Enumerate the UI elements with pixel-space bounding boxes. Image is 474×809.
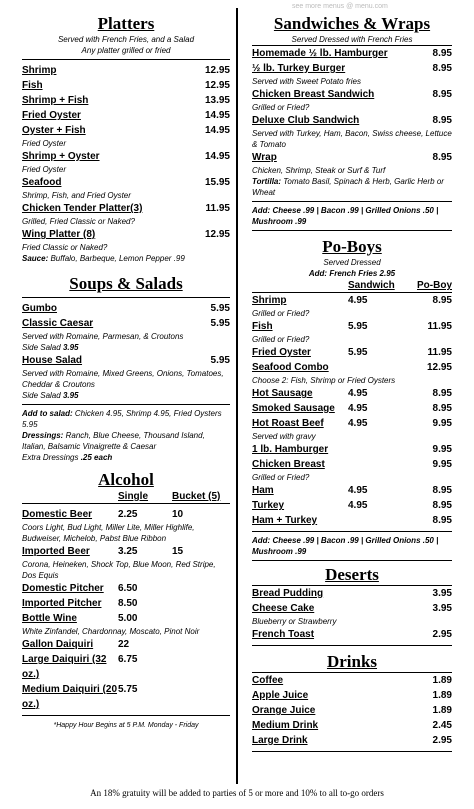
alcohol-item (22, 596, 230, 611)
single-price: 6.75 (118, 654, 138, 665)
item-name: Wrap (252, 152, 277, 163)
item-name: Gumbo (22, 303, 57, 314)
extra-price: .25 each (80, 453, 113, 462)
sandwich-price: 5.95 (348, 321, 368, 332)
single-price: 22 (118, 639, 130, 650)
alcohol-item (22, 581, 230, 596)
item-price: 12.95 (204, 65, 230, 76)
menu-item (22, 63, 230, 78)
bucket-price: 10 (172, 509, 184, 520)
single-price: 3.25 (118, 546, 138, 557)
item-name: Chicken Breast (252, 459, 325, 470)
poboy-price: 9.95 (432, 459, 452, 470)
sandwich-price: 4.95 (348, 500, 368, 511)
tortilla-text: Tomato Basil, Spinach & Herb, Garlic Herb or Wheat (252, 177, 444, 197)
menu-item (22, 149, 230, 164)
poboys-fries: Add: French Fries 2.95 (308, 269, 396, 278)
menu-item (252, 733, 452, 748)
sandwich-price: 5.95 (348, 347, 368, 358)
item-name: Seafood Combo (252, 362, 329, 373)
item-price: 1.89 (432, 690, 452, 701)
item-name: Smoked Sausage (252, 403, 335, 414)
item-description: Served with Sweet Potato fries (252, 77, 361, 86)
platters-subtitle: Served with French Fries, and a Salad (57, 35, 195, 44)
item-price: 2.95 (432, 735, 452, 746)
item-name: Seafood (22, 177, 62, 188)
tortilla-label: Tortilla: (252, 177, 282, 186)
add-label: Add to salad: (22, 409, 73, 418)
menu-item (252, 601, 452, 616)
item-description: Grilled or Fried? (252, 309, 310, 318)
item-name: Hot Roast Beef (252, 418, 324, 429)
menu-item (22, 227, 230, 242)
item-name: House Salad (22, 355, 83, 366)
item-name: Fried Oyster (22, 110, 81, 121)
item-name: Imported Pitcher (22, 598, 102, 609)
item-price: 5.95 (210, 355, 230, 366)
single-price: 2.25 (118, 509, 138, 520)
item-name: Wing Platter (8) (22, 229, 96, 240)
item-name: Shrimp (22, 65, 57, 76)
happy-hour-note: *Happy Hour Begins at 5 P.M. Monday - Friday (53, 722, 199, 729)
side-salad (22, 390, 230, 401)
side-price: 3.95 (62, 391, 79, 400)
menu-item (22, 316, 230, 331)
item-price: 2.95 (432, 629, 452, 640)
single-price: 5.75 (118, 684, 138, 695)
menu-item (252, 688, 452, 703)
watermark: see more menus @ menu.com (292, 3, 388, 10)
item-name: Cheese Cake (252, 603, 315, 614)
item-name: Medium Drink (252, 720, 319, 731)
menu-item (22, 123, 230, 138)
menu-item (22, 201, 230, 216)
item-name: Fish (22, 80, 43, 91)
poboy-price: 11.95 (427, 321, 452, 332)
item-name: Homemade ½ lb. Hamburger (252, 48, 388, 59)
menu-item (252, 46, 452, 61)
item-description: Corona, Heineken, Shock Top, Blue Moon, Red Stripe, Dos Equis (22, 560, 216, 580)
poboy-price: 8.95 (432, 485, 452, 496)
poboys-header (252, 279, 452, 292)
poboy-price: 8.95 (432, 515, 452, 526)
single-price: 8.50 (118, 598, 138, 609)
drinks-title: Drinks (326, 652, 378, 671)
item-description: Blueberry or Strawberry (252, 617, 337, 626)
item-name: Gallon Daiquiri (22, 639, 94, 650)
item-price: 14.95 (204, 110, 230, 121)
item-description: Served with Turkey, Ham, Bacon, Swiss cheese, Lettuce & Tomato (252, 129, 452, 149)
divider (22, 59, 230, 60)
item-description: Grilled or Fried? (252, 473, 310, 482)
poboy-price: 11.95 (427, 347, 452, 358)
item-price: 1.89 (432, 705, 452, 716)
sandwiches-title: Sandwiches & Wraps (273, 14, 431, 33)
platters-title: Platters (97, 14, 155, 33)
poboy-list (252, 293, 452, 528)
platters-subtitle-2: Any platter grilled or fried (81, 46, 171, 55)
divider (252, 645, 452, 646)
sauce-label: Sauce: (22, 254, 49, 263)
item-name: Chicken Tender Platter(3) (22, 203, 143, 214)
poboy-price: 8.95 (432, 388, 452, 399)
menu-item (22, 108, 230, 123)
divider (252, 751, 452, 752)
item-name: 1 lb. Hamburger (252, 444, 329, 455)
tortilla (252, 176, 452, 198)
item-name: Turkey (252, 500, 285, 511)
single-price: 5.00 (118, 613, 138, 624)
poboy-item (252, 401, 452, 416)
soups-list (22, 301, 230, 401)
sandwich-price: 4.95 (348, 403, 368, 414)
item-name: Hot Sausage (252, 388, 313, 399)
side-label: Side Salad (22, 343, 61, 352)
col-sandwich: Sandwich (348, 280, 395, 291)
item-name: Ham + Turkey (252, 515, 318, 526)
menu-item (252, 87, 452, 102)
dress-text: Ranch, Blue Cheese, Thousand Island, Italian, Balsamic Vinaigrette & Caesar (22, 431, 205, 451)
item-description: Fried Oyster (22, 139, 67, 148)
single-price: 6.50 (118, 583, 138, 594)
item-description: Served with Romaine, Parmesan, & Croutons (22, 332, 184, 341)
poboy-item (252, 457, 452, 472)
item-description: Grilled, Fried Classic or Naked? (22, 217, 135, 226)
menu-item (22, 78, 230, 93)
item-price: 8.95 (432, 115, 452, 126)
divider (252, 531, 452, 532)
divider (252, 230, 452, 231)
alcohol-list (22, 507, 230, 712)
alcohol-item (22, 652, 230, 682)
item-price: 13.95 (204, 95, 230, 106)
item-name: Bread Pudding (252, 588, 324, 599)
desert-list (252, 586, 452, 642)
sandwich-price: 4.95 (348, 295, 368, 306)
item-description: Served with Romaine, Mixed Greens, Onions, Tomatoes, Cheddar & Croutons (22, 369, 224, 389)
item-name: Large Daiquiri (32 oz.) (22, 654, 107, 680)
item-name: Classic Caesar (22, 318, 94, 329)
item-price: 11.95 (205, 203, 230, 214)
item-price: 8.95 (432, 48, 452, 59)
poboy-item (252, 293, 452, 308)
extra-dressings (22, 452, 230, 463)
alcohol-title: Alcohol (98, 470, 154, 489)
alcohol-item (22, 544, 230, 559)
divider (22, 404, 230, 405)
sauce-text: Buffalo, Barbeque, Lemon Pepper .99 (50, 254, 185, 263)
menu-item (252, 150, 452, 165)
poboy-price: 8.95 (432, 403, 452, 414)
bucket-price: 15 (172, 546, 184, 557)
divider (252, 560, 452, 561)
poboy-price: 8.95 (432, 500, 452, 511)
item-name: Medium Daiquiri (20 oz.) (22, 684, 118, 710)
dress-label: Dressings: (22, 431, 64, 440)
item-price: 12.95 (204, 80, 230, 91)
menu-item (22, 301, 230, 316)
item-name: Shrimp + Oyster (22, 151, 100, 162)
poboy-item (252, 442, 452, 457)
item-description: Served with gravy (252, 432, 316, 441)
poboy-price: 9.95 (432, 418, 452, 429)
item-name: Fried Oyster (252, 347, 311, 358)
poboy-item (252, 319, 452, 334)
item-price: 3.95 (432, 588, 452, 599)
poboys-subtitle: Served Dressed (323, 258, 381, 267)
item-name: Domestic Beer (22, 509, 93, 520)
divider (22, 715, 230, 716)
alcohol-header (22, 490, 230, 503)
extra-text: Extra Dressings (22, 453, 79, 462)
poboys-title: Po-Boys (322, 237, 382, 256)
sandwich-addons: Add: Cheese .99 | Bacon .99 | Grilled Onions .50 | Mushroom .99 (252, 206, 439, 226)
item-price: 2.45 (432, 720, 452, 731)
poboy-price: 12.95 (426, 362, 452, 373)
item-price: 8.95 (432, 89, 452, 100)
deserts-title: Deserts (325, 565, 379, 584)
item-description: White Zinfandel, Chardonnay, Moscato, Pinot Noir (22, 627, 200, 636)
item-description: Grilled or Fried? (252, 103, 310, 112)
item-name: Oyster + Fish (22, 125, 86, 136)
menu-item (252, 718, 452, 733)
dressings (22, 430, 230, 452)
poboy-item (252, 360, 452, 375)
item-price: 14.95 (204, 151, 230, 162)
item-description: Fried Classic or Naked? (22, 243, 108, 252)
item-price: 12.95 (204, 229, 230, 240)
divider (22, 503, 230, 504)
poboy-price: 8.95 (432, 295, 452, 306)
item-name: Coffee (252, 675, 284, 686)
sandwich-list (252, 46, 452, 176)
item-price: 8.95 (432, 63, 452, 74)
item-price: 3.95 (432, 603, 452, 614)
soups-title: Soups & Salads (69, 274, 183, 293)
item-name: ½ lb. Turkey Burger (252, 63, 346, 74)
menu-item (252, 586, 452, 601)
item-name: French Toast (252, 629, 315, 640)
item-name: Imported Beer (22, 546, 90, 557)
divider (22, 297, 230, 298)
item-description: Coors Light, Bud Light, Miller Lite, Miller Highlife, Budweiser, Michelob, Pabst Blue Ribbon (22, 523, 195, 543)
alcohol-item (22, 637, 230, 652)
divider (252, 201, 452, 202)
item-description: Shrimp, Fish, and Fried Oyster (22, 191, 131, 200)
menu-item (252, 673, 452, 688)
item-description: Choose 2: Fish, Shrimp or Fried Oysters (252, 376, 396, 385)
menu-item (252, 627, 452, 642)
sandwich-price: 4.95 (348, 485, 368, 496)
sandwich-price: 4.95 (348, 388, 368, 399)
side-price: 3.95 (62, 343, 79, 352)
item-name: Large Drink (252, 735, 308, 746)
alcohol-item (22, 611, 230, 626)
item-price: 15.95 (204, 177, 230, 188)
drink-list (252, 673, 452, 748)
sandwich-price: 4.95 (348, 418, 368, 429)
poboy-item (252, 498, 452, 513)
poboy-item (252, 483, 452, 498)
platters-list (22, 63, 230, 253)
col-bucket: Bucket (5) (172, 491, 221, 502)
left-column (22, 0, 230, 731)
right-column (252, 0, 452, 755)
item-price: 8.95 (432, 152, 452, 163)
item-price: 5.95 (210, 303, 230, 314)
item-description: Chicken, Shrimp, Steak or Surf & Turf (252, 166, 386, 175)
menu-item (252, 113, 452, 128)
add-text: Chicken 4.95, Shrimp 4.95, Fried Oysters 5.95 (22, 409, 222, 429)
poboy-item (252, 513, 452, 528)
menu-item (22, 93, 230, 108)
item-name: Ham (252, 485, 274, 496)
col-poboy: Po-Boy (417, 280, 452, 291)
item-name: Shrimp + Fish (22, 95, 89, 106)
platters-sauce (22, 253, 230, 264)
menu-item (22, 175, 230, 190)
item-name: Deluxe Club Sandwich (252, 115, 360, 126)
menu-item (22, 353, 230, 368)
item-name: Domestic Pitcher (22, 583, 104, 594)
item-name: Apple Juice (252, 690, 309, 701)
item-name: Orange Juice (252, 705, 316, 716)
poboy-addons: Add: Cheese .99 | Bacon .99 | Grilled Onions .50 | Mushroom .99 (252, 536, 439, 556)
column-divider (236, 8, 238, 784)
item-name: Shrimp (252, 295, 287, 306)
col-single: Single (118, 491, 149, 502)
menu-item (252, 703, 452, 718)
salad-addons (22, 408, 230, 430)
item-description: Fried Oyster (22, 165, 67, 174)
item-price: 14.95 (204, 125, 230, 136)
item-name: Bottle Wine (22, 613, 77, 624)
item-description: Grilled or Fried? (252, 335, 310, 344)
menu-item (252, 61, 452, 76)
poboy-item (252, 416, 452, 431)
item-price: 1.89 (432, 675, 452, 686)
side-salad (22, 342, 230, 353)
poboy-item (252, 386, 452, 401)
item-name: Chicken Breast Sandwich (252, 89, 375, 100)
gratuity-footer: An 18% gratuity will be added to parties of 5 or more and 10% to all to-go orders (90, 788, 384, 798)
alcohol-item (22, 507, 230, 522)
item-price: 5.95 (210, 318, 230, 329)
sandwiches-subtitle: Served Dressed with French Fries (291, 35, 413, 44)
alcohol-item (22, 682, 230, 712)
side-label: Side Salad (22, 391, 61, 400)
poboy-price: 9.95 (432, 444, 452, 455)
item-name: Fish (252, 321, 273, 332)
poboy-item (252, 345, 452, 360)
